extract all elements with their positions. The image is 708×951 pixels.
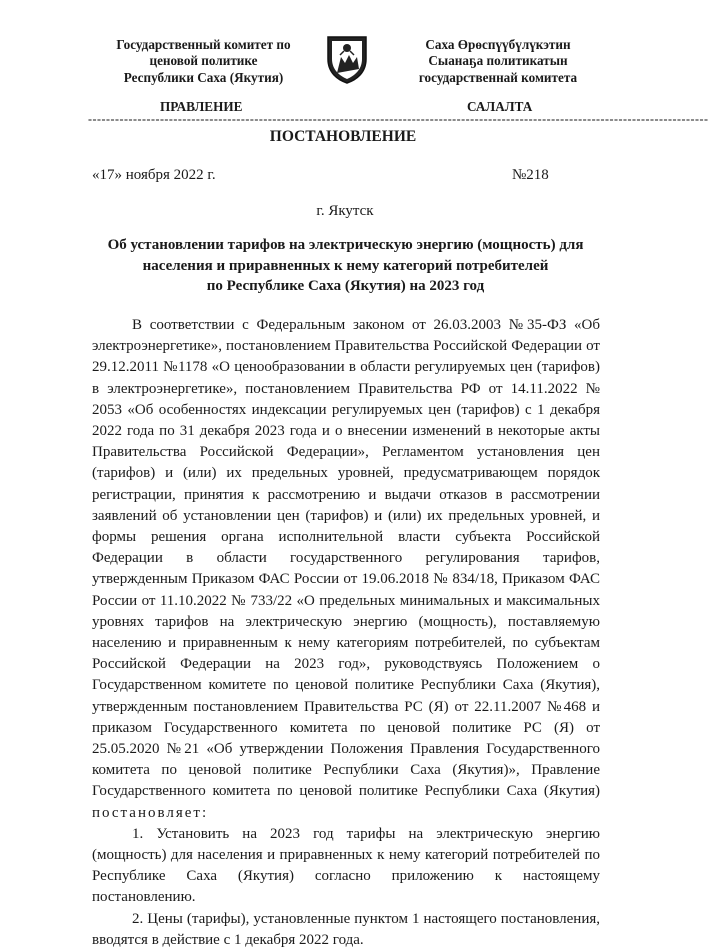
title-line3: по Республике Саха (Якутия) на 2023 год <box>206 278 485 294</box>
document-city: г. Якутск <box>316 203 374 219</box>
title-line1: Об установлении тарифов на электрическую энергию (мощность) для <box>107 237 584 253</box>
document-number: №218 <box>512 167 549 183</box>
emblem-icon <box>322 33 372 85</box>
clause-1-paragraph: 1. Установить на 2023 год тарифы на электрическую энергию (мощность) для населения и приравненных к нему категорий потребителей по Республике Саха (Якутия) согласно приложению к настоящему постановлению. <box>92 825 600 906</box>
header-left-line3: Республики Саха (Якутия) <box>123 69 284 85</box>
preamble-text: В соответствии с Федеральным законом от 26.03.2003 №35-ФЗ «Об электроэнергетике», постановлением Правительства Российской Федерации от 29.12.2011 №1178 «О ценообразовании в области регулируемых цен (тарифов) в электроэнергетике», постановлением Правительства РФ от 14.11.2022 № 2053 «Об особенностях индексации регулируемых цен (тарифов) с 1 декабря 2022 года по 31 декабря 2023 года и о внесении изменений в некоторые акты Правительства Российской Федерации», Регламентом установления цен (тарифов) и (или) их предельных уровней, предусматривающем порядок регистрации, принятия к рассмотрению и выдачи отказов в рассмотрении заявлений об установлении цен (тарифов) и (или) их предельных уровней, и формы решения органа исполнительной власти субъекта Российской Федерации в области государственного регулирования тарифов, утвержденным Приказом ФАС России от 19.06.2018 № 834/18, Приказом ФАС России от 11.10.2022 № 733/22 «О предельных минимальных и максимальных уровнях тарифов на электрическую энергию (мощность), поставляемую населению и приравненным к нему категориям потребителей, по субъектам Российской Федерации на 2023 год», руководствуясь Положением о Государственном комитете по ценовой политике Республики Саха (Якутия), утвержденным постановлением Правительства РС (Я) от 22.11.2007 №468 и приказом Государственного комитета по ценовой политике РС (Я) от 25.05.2020 №21 «Об утверждении Положения Правления Государственного комитета по ценовой политике Республики Саха (Якутия)», Правление Государственного комитета по ценовой политике Республики Саха (Якутия) <box>92 317 600 800</box>
document-date: «17» ноября 2022 г. <box>92 167 216 183</box>
board-label-ru: ПРАВЛЕНИЕ <box>160 99 243 114</box>
header-right-line3: государственнай комитета <box>418 69 578 85</box>
clause-2-paragraph: 2. Цены (тарифы), установленные пунктом 1 настоящего постановления, вводятся в действие с 1 декабря 2022 года. <box>92 910 600 948</box>
title-line2: населения и приравненных к нему категорий потребителей <box>142 257 549 274</box>
header-left-block <box>96 37 311 86</box>
document-body <box>92 315 600 951</box>
board-label-sakha: САЛАЛТА <box>467 99 533 114</box>
header-left-line1: Государственный комитет по <box>116 37 291 52</box>
document-type: ПОСТАНОВЛЕНИЕ <box>269 128 417 145</box>
header-right-block <box>403 37 593 86</box>
header-right-line2: Сыанаҕа политикатын <box>428 53 568 69</box>
preamble-paragraph <box>92 315 600 824</box>
header-separator: ------------------------------------------------------------------------------------------------------------------------------------------ <box>88 112 708 126</box>
decree-word: постановляет: <box>92 804 209 821</box>
document-title <box>92 235 599 297</box>
header-left-line2: ценовой политике <box>149 53 258 69</box>
header-right-line1: Саха Өрөспүүбүлүкэтин <box>425 37 571 52</box>
